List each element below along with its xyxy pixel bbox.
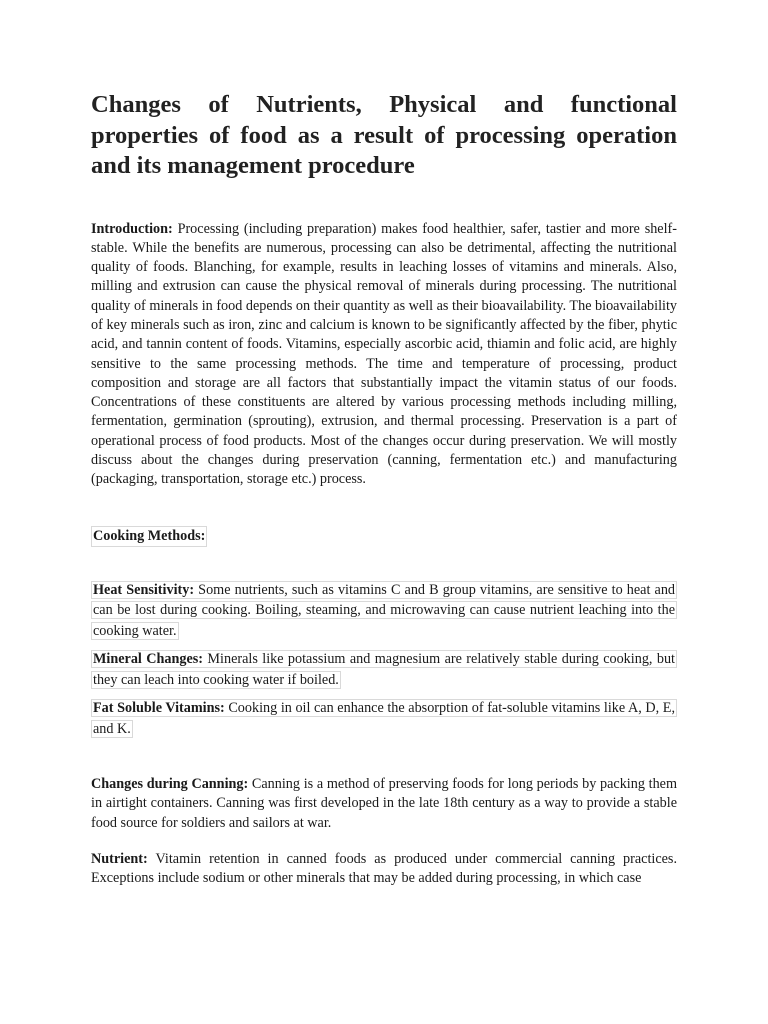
nutrient-text: Vitamin retention in canned foods as produced under commercial canning practices. Exceptions include sodium or other minerals that may be added during processing, in which case: [91, 851, 677, 887]
canning-paragraph: [91, 775, 677, 833]
heat-sensitivity-box: [91, 581, 677, 640]
nutrient-label: Nutrient:: [91, 851, 148, 868]
document-page: [91, 90, 677, 889]
fat-soluble-vitamins-text: Cooking in oil can enhance the absorption of fat-soluble vitamins like A, D, E, and K.: [93, 700, 675, 737]
mineral-changes-paragraph: [91, 649, 677, 690]
heat-sensitivity-paragraph: [91, 580, 677, 642]
nutrient-paragraph: [91, 850, 677, 889]
heat-sensitivity-text: Some nutrients, such as vitamins C and B group vitamins, are sensitive to heat and can be lost during cooking. Boiling, steaming, and microwaving can cause nutrient leaching into the cooking water.: [93, 581, 676, 639]
cooking-methods-section: [91, 490, 677, 547]
document-title: Changes of Nutrients, Physical and functional properties of food as a result of processing operation and its management procedure: [91, 91, 677, 179]
mineral-changes-box: [91, 650, 677, 689]
canning-label: Changes during Canning:: [91, 776, 249, 793]
heat-sensitivity-label: Heat Sensitivity:: [93, 581, 195, 598]
introduction-text: Processing (including preparation) makes food healthier, safer, tastier and more shelf-stable. While the benefits are numerous, processing can also be detrimental, affecting the nutritional quality of foods. Blanching, for example, results in leaching losses of vitamins and minerals. Also, milling and extrusion can cause the physical removal of minerals during processing. The nutritional quality of minerals in food depends on their quantity as well as their bioavailability. The bioavailability of key minerals such as iron, zinc and calcium is known to be significantly affected by the fiber, phytic acid, and tannin content of foods. Vitamins, especially ascorbic acid, thiamin and folic acid, are highly sensitive to the same processing methods. The time and temperature of processing, product composition and storage are all factors that substantially impact the vitamin status of our foods. Concentrations of these constituents are altered by various processing methods including milling, fermentation, germination (sprouting), extrusion, and thermal processing. Preservation is a part of operational process of food products. Most of the changes occur during preservation. We will mostly discuss about the changes during preservation (canning, fermentation etc.) and manufacturing (packaging, transportation, storage etc.) process.: [91, 220, 677, 488]
cooking-methods-heading: Cooking Methods:: [91, 526, 207, 547]
fat-soluble-vitamins-paragraph: [91, 698, 677, 739]
introduction-label: Introduction:: [91, 220, 173, 237]
mineral-changes-label: Mineral Changes:: [93, 651, 204, 668]
introduction-paragraph: [91, 220, 677, 490]
mineral-changes-text: Minerals like potassium and magnesium are relatively stable during cooking, but they can leach into cooking water if boiled.: [93, 651, 675, 688]
canning-text: Canning is a method of preserving foods for long periods by packing them in airtight containers. Canning was first developed in the late 18th century as a way to provide a stable food source for soldiers and sailors at war.: [91, 776, 677, 831]
fat-soluble-vitamins-box: [91, 699, 677, 738]
fat-soluble-vitamins-label: Fat Soluble Vitamins:: [93, 700, 225, 717]
